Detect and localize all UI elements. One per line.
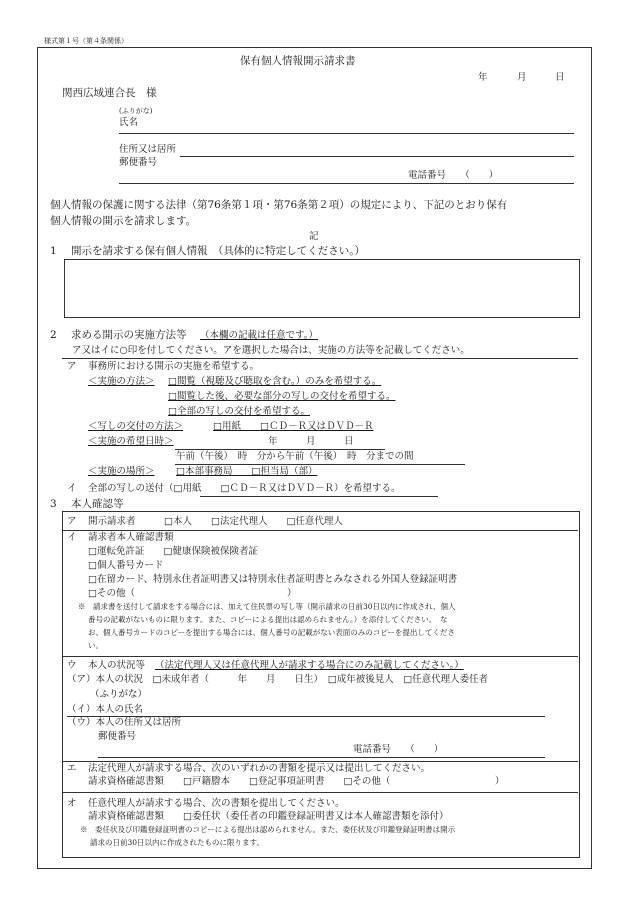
person-address-label: （ウ）本人の住所又は居所 — [67, 717, 182, 728]
section-2-instruction: ア又はイに○印を付してください。アを選択した場合は、実施の方法等を記載してください。 — [72, 345, 470, 356]
option-i-text[interactable]: 全部の写しの送付（□用紙 □ＣＤ－Ｒ又はＤＶＤ－Ｒ）を希望する。 — [88, 483, 401, 494]
legal-rep-docs[interactable]: 請求資格確認書類 □戸籍謄本 □登記事項証明書 □その他（ ） — [88, 776, 505, 787]
person-status-label: ウ — [67, 660, 77, 671]
legal-rep-label: エ — [67, 763, 77, 774]
id-doc-option-1[interactable]: □運転免許証 □健康保険被保険者証 — [88, 546, 258, 557]
desired-time-line — [175, 464, 465, 465]
copy-method-options[interactable]: □用紙 □ＣＤ－Ｒ又はＤＶＤ－Ｒ — [213, 421, 374, 432]
section-3-title: 本人確認等 — [71, 498, 124, 510]
section-3-divider-a — [62, 530, 578, 531]
proxy-text: 任意代理人が請求する場合、次の書類を提出してください。 — [88, 798, 345, 809]
desired-date-value[interactable]: 年 月 日 — [268, 436, 354, 447]
id-doc-note-1: ※ 請求書を送付して請求をする場合には、加えて住民票の写し等（開示請求の日前30日以内に作成され、個人 — [78, 602, 456, 611]
id-doc-note-4: い。 — [88, 641, 103, 650]
method-option-view[interactable]: □閲覧（視聴及び聴取を含む。）のみを希望する。 — [168, 376, 382, 387]
section-3-divider-i — [62, 656, 578, 657]
ki-heading: 記 — [309, 231, 319, 242]
option-a-text: 事務所における開示の実施を希望する。 — [88, 361, 260, 372]
method-option-view-copy[interactable]: □閲覧した後、必要な部分の写しの交付を希望する。 — [168, 391, 396, 402]
method-label: ＜実施の方法＞ — [88, 376, 155, 387]
section-2-title: 求める開示の実施方法等 — [71, 329, 187, 341]
person-furigana-label: （ふりがな） — [90, 689, 148, 700]
section-3-divider-u — [62, 761, 578, 762]
person-postal-label: 郵便番号 — [98, 731, 137, 742]
option-i-underline — [200, 496, 438, 497]
id-docs-title: 請求者本人確認書類 — [88, 532, 174, 543]
desired-date-line — [175, 449, 385, 450]
section-3-divider-e — [62, 792, 578, 793]
place-label: ＜実施の場所＞ — [88, 466, 155, 477]
person-phone-line[interactable] — [98, 757, 545, 758]
proxy-label: オ — [67, 798, 77, 809]
id-doc-option-3[interactable]: □在留カード、特別永住者証明書又は特別永住者証明書とみなされる外国人登録証明書 — [88, 574, 458, 585]
section-2-divider — [62, 358, 578, 359]
requester-type-label: ア — [67, 516, 77, 527]
applicant-address-line[interactable] — [180, 156, 574, 157]
person-status-options[interactable]: （ア）本人の状況 □未成年者（ 年 月 日生） □成年被後見人 □任意代理人委任者 — [67, 674, 489, 685]
option-i-label: イ — [67, 483, 77, 494]
applicant-furigana-label: (ふりがな) — [119, 107, 153, 115]
person-phone-label: 電話番号 （ ） — [353, 744, 444, 755]
place-options[interactable]: □本部事務局 □担当局（部） — [176, 466, 318, 477]
intro-line-2: 個人情報の開示を請求します。 — [50, 215, 197, 227]
form-number-label: 様式第１号（第４条関係） — [44, 37, 128, 45]
section-1-number: 1 — [50, 245, 57, 257]
id-doc-option-2[interactable]: □個人番号カード — [88, 560, 164, 571]
applicant-name-line[interactable] — [119, 133, 574, 134]
id-doc-note-2: 番号の記載がないものに限ります。また、コピーによる提出は認められません。）を添付してください。 な — [88, 615, 448, 624]
applicant-address-label: 住所又は居所 — [119, 144, 177, 155]
section-2-number: 2 — [50, 329, 57, 341]
person-name-label: （イ）本人の氏名 — [67, 704, 144, 715]
id-docs-label: イ — [67, 532, 77, 543]
date-day: 日 — [555, 72, 565, 83]
option-a-label: ア — [67, 361, 77, 372]
id-doc-option-other[interactable]: □その他（ ） — [88, 588, 297, 599]
intro-line-1: 個人情報の保護に関する法律（第76条第１項・第76条第２項）の規定により、下記のとおり保有 — [50, 199, 508, 211]
section-1-title: 開示を請求する保有個人情報 （具体的に特定してください。） — [71, 245, 365, 257]
proxy-note-1: ※ 委任状及び印鑑登録証明書のコピーによる提出は認められません。また、委任状及び印鑑登録証明書は開示 — [80, 825, 456, 834]
applicant-phone-label: 電話番号 （ ） — [408, 170, 499, 181]
date-month: 月 — [517, 72, 527, 83]
section-2-optional-note: （本欄の記載は任意です。） — [200, 330, 318, 341]
section-3-number: 3 — [50, 498, 57, 510]
desired-time-value[interactable]: 午前（午後） 時 分から午前（午後） 時 分までの間 — [176, 451, 414, 462]
person-status-note: （法定代理人又は任意代理人が請求する場合にのみ記載してください。） — [155, 660, 464, 671]
legal-rep-text: 法定代理人が請求する場合、次のいずれかの書類を提示又は提出してください。 — [88, 763, 431, 774]
copy-method-label: ＜写しの交付の方法＞ — [88, 421, 184, 432]
requester-type-options[interactable]: 開示請求者 □本人 □法定代理人 □任意代理人 — [88, 516, 343, 527]
addressee: 関西広域連合長 様 — [62, 87, 157, 99]
proxy-docs[interactable]: 請求資格確認書類 □委任状（委任者の印鑑登録証明書又は本人確認書類を添付） — [88, 811, 449, 822]
desired-date-label: ＜実施の希望日時＞ — [88, 436, 174, 447]
page-title: 保有個人情報開示請求書 — [240, 55, 356, 67]
applicant-phone-line[interactable] — [119, 183, 574, 184]
applicant-postal-label: 郵便番号 — [119, 157, 158, 168]
proxy-note-2: 請求の日前30日以内に作成されたものに限ります。 — [90, 838, 264, 847]
method-option-full-copy[interactable]: □全部の写しの交付を希望する。 — [168, 406, 310, 417]
id-doc-note-3: お、個人番号カードのコピーを提出する場合には、個人番号の記載がない表面のみのコピーを提出してくださ — [88, 628, 455, 637]
date-year: 年 — [478, 72, 488, 83]
applicant-name-label: 氏名 — [119, 117, 139, 128]
requested-info-box[interactable] — [64, 259, 580, 318]
person-status-title: 本人の状況等 — [88, 660, 146, 671]
